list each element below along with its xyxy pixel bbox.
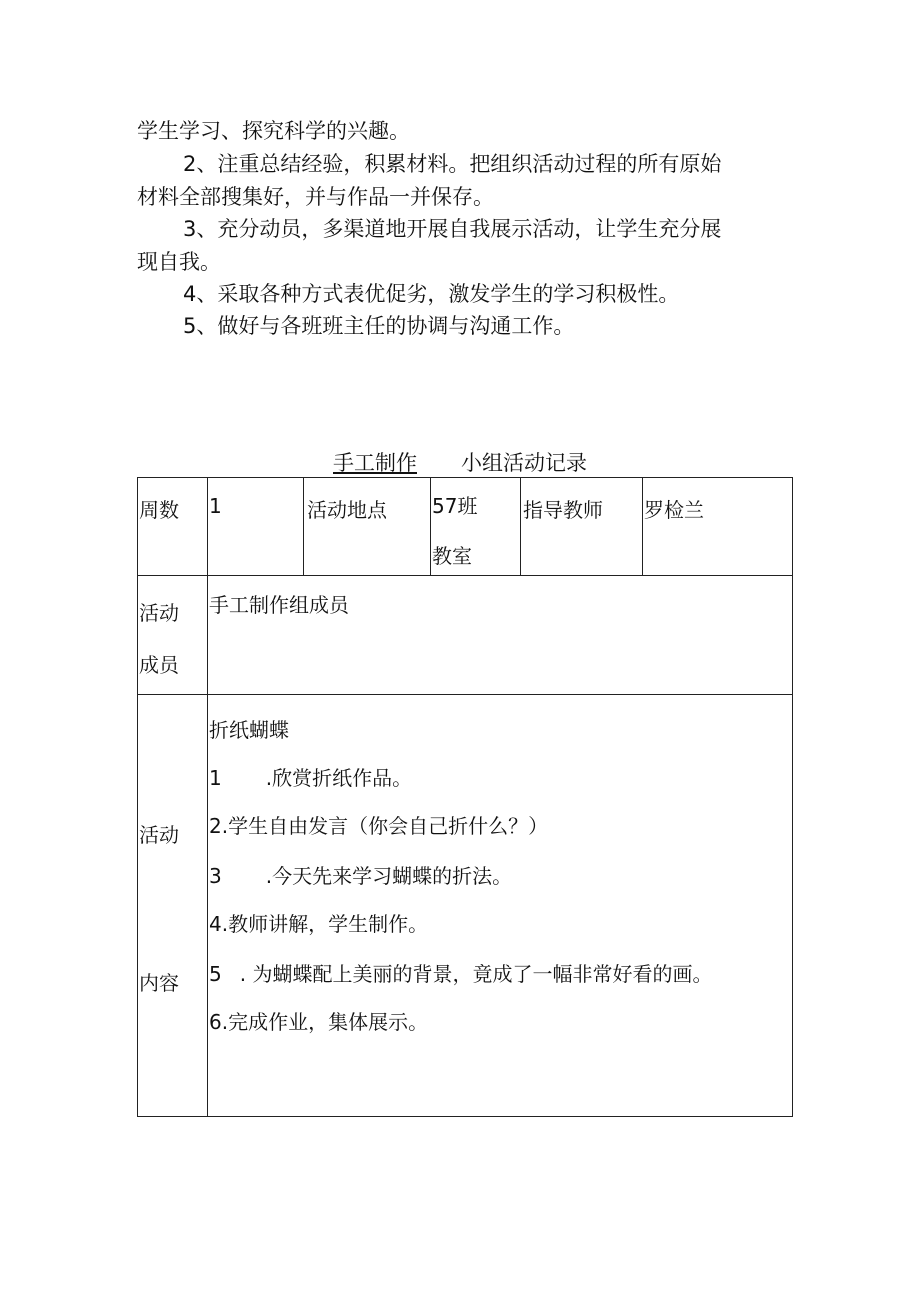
intro-line: 学生学习、探究科学的兴趣。: [137, 119, 410, 143]
row-divider-2: [137, 694, 793, 695]
column-divider-3: [430, 477, 431, 576]
table-border-top: [137, 477, 793, 478]
list-item: [209, 762, 412, 791]
week-label: 周数: [139, 498, 179, 522]
step-number: 2: [209, 814, 222, 838]
teacher-label: 指导教师: [523, 498, 603, 522]
step-text: .今天先来学习蝴蝶的折法。: [265, 864, 513, 888]
content-title: 折纸蝴蝶: [209, 718, 289, 742]
list-item: [209, 810, 548, 839]
step-text: . 为蝴蝶配上美丽的背景，竟成了一幅非常好看的画。: [239, 962, 713, 986]
column-divider-2: [303, 477, 304, 576]
location-label: 活动地点: [307, 498, 387, 522]
intro-item-4: 4、采取各种方式表优促劣，激发学生的学习积极性。: [183, 282, 680, 306]
step-text: .教师讲解，学生制作。: [221, 912, 429, 936]
list-item: [209, 908, 428, 937]
row-divider-1: [137, 575, 793, 576]
step-text: .完成作业，集体展示。: [221, 1010, 429, 1034]
step-number: 3: [209, 864, 222, 888]
column-divider-4: [520, 477, 521, 576]
content-label-line-2: 内容: [139, 971, 179, 995]
intro-item-2-line-1: 2、注重总结经验，积累材料。把组织活动过程的所有原始: [183, 152, 722, 176]
step-text: .欣赏折纸作品。: [265, 766, 413, 790]
label-column-divider: [207, 477, 208, 1117]
intro-item-3-line-2: 现自我。: [137, 250, 221, 274]
members-label-line-2: 成员: [139, 653, 179, 677]
record-title-suffix: 小组活动记录: [461, 451, 587, 475]
record-title: [0, 448, 920, 478]
table-border-left: [137, 477, 138, 1117]
list-item: [209, 958, 712, 987]
week-value: 1: [209, 494, 222, 518]
content-label-line-1: 活动: [139, 823, 179, 847]
activity-record-table: [137, 477, 793, 1117]
list-item: [209, 1006, 428, 1035]
step-number: 5: [209, 962, 222, 986]
members-value: 手工制作组成员: [209, 593, 349, 617]
step-number: 6: [209, 1010, 222, 1034]
step-text: .学生自由发言（你会自己折什么？）: [221, 814, 549, 838]
intro-item-5: 5、做好与各班班主任的协调与沟通工作。: [183, 314, 575, 338]
table-border-bottom: [137, 1116, 793, 1117]
location-value-line-1: 57班: [432, 494, 478, 518]
step-number: 4: [209, 912, 222, 936]
location-value-line-2: 教室: [432, 544, 472, 568]
teacher-value: 罗检兰: [644, 498, 704, 522]
intro-item-2-line-2: 材料全部搜集好，并与作品一并保存。: [137, 185, 494, 209]
record-title-topic: 手工制作: [333, 451, 417, 475]
column-divider-5: [642, 477, 643, 576]
step-number: 1: [209, 766, 222, 790]
intro-item-3-line-1: 3、充分动员，多渠道地开展自我展示活动，让学生充分展: [183, 217, 722, 241]
members-label-line-1: 活动: [139, 601, 179, 625]
table-border-right: [792, 477, 793, 1117]
list-item: [209, 860, 512, 889]
